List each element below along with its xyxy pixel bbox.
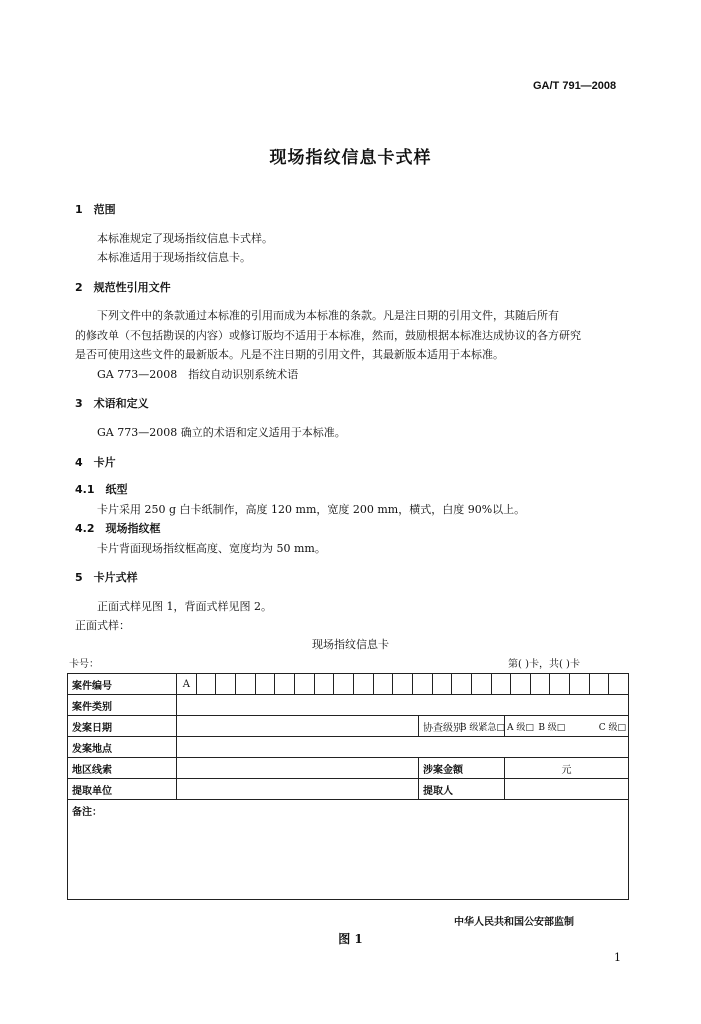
section-3-paragraph: GA 773—2008 确立的术语和定义适用于本标准。: [97, 426, 346, 439]
incident-location-value: [177, 737, 629, 758]
incident-date-value: [177, 716, 419, 737]
case-number-box: [471, 674, 491, 694]
case-number-box: [608, 674, 628, 694]
regional-clue-label: 地区线索: [68, 758, 177, 779]
case-number-box: [353, 674, 373, 694]
section-4-1-title: 4.1 纸型: [75, 483, 128, 496]
table-row: [68, 758, 629, 779]
extracting-unit-value: [177, 779, 419, 800]
extracting-unit-label: 提取单位: [68, 779, 177, 800]
notes-label: 备注：: [72, 807, 102, 818]
info-card-table: [67, 673, 629, 900]
section-2-paragraph: 的修改单（不包括勘误的内容）或修订版均不适用于本标准，然而，鼓励根据本标准达成协议的各方研究: [75, 329, 581, 342]
table-row: [68, 779, 629, 800]
amount-value: [505, 758, 629, 779]
case-number-label: 案件编号: [68, 674, 177, 695]
section-4-2-paragraph: 卡片背面现场指纹框高度、宽度均为 50 mm。: [97, 542, 326, 555]
level-c-option: C 级□: [598, 723, 626, 733]
section-5-paragraph: 正面式样：: [75, 619, 130, 632]
level-b-urgent-option: B 级紧急□: [459, 723, 505, 733]
assist-level-overlay: [420, 720, 626, 733]
case-number-box: [215, 674, 235, 694]
notes-cell: [68, 800, 629, 900]
section-4-1-paragraph: 卡片采用 250 g 白卡纸制作，高度 120 mm，宽度 200 mm，横式，白度 90%以上。: [97, 503, 526, 516]
figure-label: 图 1: [338, 932, 363, 946]
case-number-box: [530, 674, 550, 694]
card-number-label: 卡号：: [69, 659, 99, 670]
case-number-box: [333, 674, 353, 694]
case-number-box: [432, 674, 452, 694]
incident-date-label: 发案日期: [68, 716, 177, 737]
case-number-box: [451, 674, 471, 694]
incident-location-label: 发案地点: [68, 737, 177, 758]
section-1-title: 1 范围: [75, 203, 116, 216]
card-title: 现场指纹信息卡: [312, 638, 389, 651]
extractor-value: [505, 779, 629, 800]
table-row: [68, 695, 629, 716]
case-number-box: [549, 674, 569, 694]
amount-label: 涉案金额: [419, 758, 505, 779]
section-2-paragraph: 下列文件中的条款通过本标准的引用而成为本标准的条款。凡是注日期的引用文件，其随后所有: [97, 309, 559, 322]
section-2-paragraph: 是否可使用这些文件的最新版本。凡是不注日期的引用文件，其最新版本适用于本标准。: [75, 348, 504, 361]
standard-code: GA/T 791—2008: [533, 80, 617, 92]
case-number-box: [255, 674, 275, 694]
table-row: [68, 737, 629, 758]
case-number-box: [510, 674, 530, 694]
section-4-2-title: 4.2 现场指纹框: [75, 522, 161, 535]
case-number-box: [569, 674, 589, 694]
case-number-box: [196, 674, 216, 694]
section-2-title: 2 规范性引用文件: [75, 281, 171, 294]
level-a-option: A 级□: [507, 722, 534, 733]
case-number-box: [589, 674, 609, 694]
case-number-box: [274, 674, 294, 694]
case-number-box: [235, 674, 255, 694]
case-number-box: [314, 674, 334, 694]
amount-unit: 元: [561, 764, 572, 776]
table-row: [68, 800, 629, 900]
case-number-box: [392, 674, 412, 694]
case-number-box: [491, 674, 511, 694]
section-1-paragraph: 本标准适用于现场指纹信息卡。: [97, 251, 251, 264]
normative-reference: GA 773—2008 指纹自动识别系统术语: [97, 368, 299, 381]
case-type-value: [177, 695, 629, 716]
table-row: [68, 674, 629, 695]
case-number-boxes: [177, 674, 629, 695]
extractor-label: 提取人: [419, 779, 505, 800]
case-number-box: [412, 674, 432, 694]
card-page-count: 第( )卡，共( )卡: [508, 659, 580, 670]
case-number-box: [373, 674, 393, 694]
document-title: 现场指纹信息卡式样: [269, 148, 432, 168]
level-b-option: B 级□: [538, 723, 566, 733]
case-type-label: 案件类别: [68, 695, 177, 716]
case-number-prefix: A: [182, 678, 190, 690]
issuer-label: 中华人民共和国公安部监制: [454, 917, 574, 928]
page-number: 1: [614, 951, 621, 964]
section-1-paragraph: 本标准规定了现场指纹信息卡式样。: [97, 232, 273, 245]
assist-level-label: 协查级别: [419, 716, 505, 737]
regional-clue-value: [177, 758, 419, 779]
section-5-title: 5 卡片式样: [75, 571, 138, 584]
section-5-paragraph: 正面式样见图 1，背面式样见图 2。: [97, 600, 272, 613]
section-3-title: 3 术语和定义: [75, 397, 149, 410]
section-4-title: 4 卡片: [75, 456, 116, 469]
case-number-box: [294, 674, 314, 694]
